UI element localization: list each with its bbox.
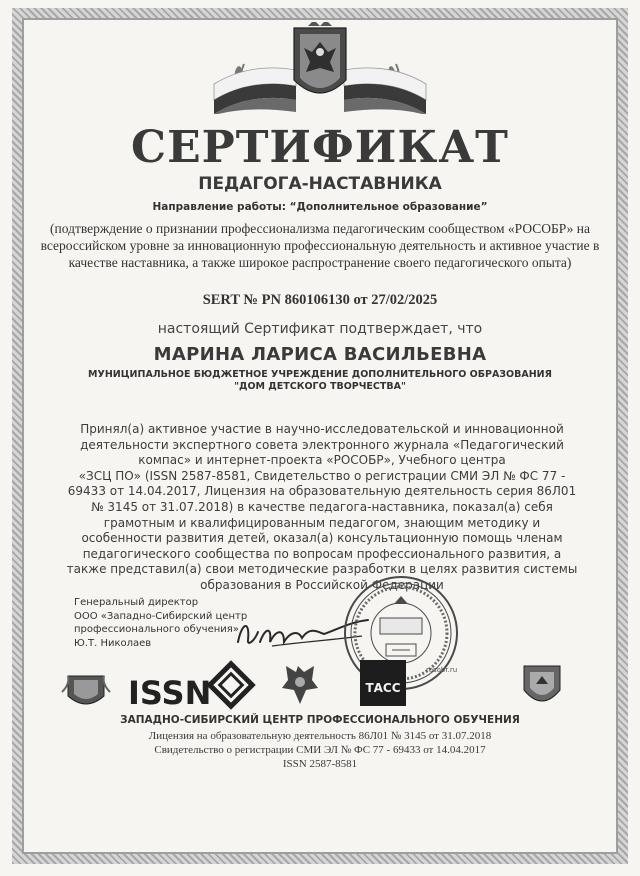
body-line: образования в Российской Федерации: [200, 577, 444, 592]
body-line: компас» и интернет-проекта «РОСОБР», Учебного центра: [138, 453, 506, 468]
site-caption: rosobr.ru: [426, 666, 458, 674]
recipient-name: МАРИНА ЛАРИСА ВАСИЛЬЕВНА: [153, 344, 487, 365]
organization-line: "ДОМ ДЕТСКОГО ТВОРЧЕСТВА": [234, 381, 406, 392]
issn-logo-text: ISSN: [128, 674, 212, 712]
body-line: особенности развития детей, оказал(а) консультационную помощь членам: [81, 531, 563, 546]
shield-emblem-icon: [524, 666, 560, 701]
confirmation-phrase: настоящий Сертификат подтверждает, что: [157, 321, 483, 337]
footer-issn: ISSN 2587-8581: [282, 758, 358, 770]
organization-line: МУНИЦИПАЛЬНОЕ БЮДЖЕТНОЕ УЧРЕЖДЕНИЕ ДОПОЛНИТЕЛЬНОГО ОБРАЗОВАНИЯ: [88, 369, 552, 380]
body-line: Принял(а) активное участие в научно-исследовательской и инновационной: [80, 422, 564, 436]
tass-logo-icon: [360, 660, 406, 706]
work-direction: Направление работы: “Дополнительное образование”: [152, 201, 488, 213]
certificate-number: SERT № PN 860106130 от 27/02/2025: [202, 292, 438, 308]
certificate-purpose: (подтверждение о признании профессионализма педагогическим сообществом «РОСОБР» на всероссийском уровне за инновационную профессиональную деятельность и активное участие в качестве наставника, а также широкое распространение своего педагогического опыта): [40, 221, 600, 270]
footer-registration: Свидетельство о регистрации СМИ ЭЛ № ФС 77 - 69433 от 14.04.2017: [154, 744, 486, 756]
coat-of-arms-icon: [282, 666, 318, 704]
emblem-small-icon: [62, 676, 110, 704]
signatory-org: ООО «Западно-Сибирский центр: [74, 610, 248, 622]
footer-license: Лицензия на образовательную деятельность 86Л01 № 3145 от 31.07.2018: [148, 730, 492, 742]
certificate-body: [40, 422, 604, 594]
signatory-name: Ю.Т. Николаев: [74, 637, 152, 649]
signatory-position: Генеральный директор: [74, 597, 199, 608]
certificate-subtitle: ПЕДАГОГА-НАСТАВНИКА: [198, 174, 442, 194]
knot-logo-icon: [210, 664, 252, 706]
body-line: «ЗСЦ ПО» (ISSN 2587-8581, Свидетельство о регистрации СМИ ЭЛ № ФС 77 -: [78, 468, 566, 483]
signatory-org: профессионального обучения»: [74, 624, 239, 635]
body-line: педагогического сообщества по вопросам профессионального развития, а: [82, 546, 562, 561]
tass-logo-text: ТАСС: [365, 681, 401, 695]
body-line: 69433 от 14.04.2017, Лицензия на образовательную деятельность серия 86Л01: [67, 484, 577, 499]
certificate-title: СЕРТИФИКАТ: [131, 122, 509, 173]
body-line: № 3145 от 31.07.2018) в качестве педагога-наставника, показал(а) себя: [91, 499, 553, 514]
recipient-organization: [40, 369, 600, 393]
partner-logos: [60, 656, 580, 712]
emblem-flags-logo: [210, 22, 430, 114]
body-line: также представил(а) свои методические разработки в целях развития системы: [66, 562, 578, 577]
body-line: деятельности экспертного совета электронного журнала «Педагогический: [80, 437, 564, 452]
footer-title: ЗАПАДНО-СИБИРСКИЙ ЦЕНТР ПРОФЕССИОНАЛЬНОГО ОБУЧЕНИЯ: [120, 714, 520, 726]
body-line: грамотным и квалифицированным педагогом, знающим методику и: [103, 515, 541, 530]
